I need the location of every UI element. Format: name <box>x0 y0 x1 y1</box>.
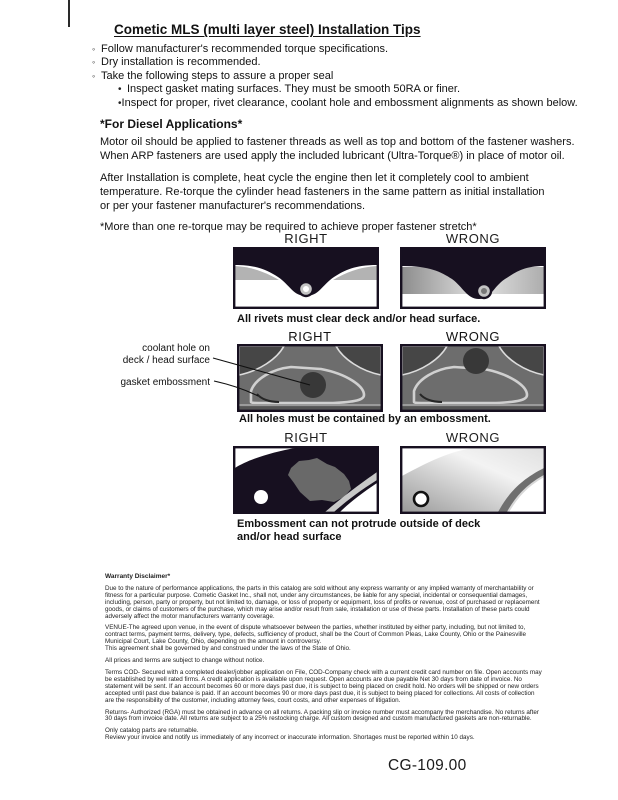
embossment-right-panel-illustration <box>233 446 379 514</box>
holes-right-panel-illustration <box>237 344 383 412</box>
dot-bullet-icon: • <box>118 97 122 109</box>
legal-line: are the responsibility of the customer, including attorney fees, court costs, and other expenses of litigation. <box>105 696 401 704</box>
text-line: When ARP fasteners are used apply the included lubricant (Ultra-Torque®) in place of motor oil. <box>100 150 565 163</box>
page-number: CG-109.00 <box>388 757 467 774</box>
tip-text: Inspect for proper, rivet clearance, coolant hole and embossment alignments as shown below. <box>121 96 578 109</box>
installation-tips-section <box>92 22 578 110</box>
legal-paragraph <box>105 658 525 665</box>
annotation-line: gasket embossment <box>120 377 210 388</box>
legal-line: including, person, party or property, but not limited to, damage, or loss of property or equipment, loss of profits or revenue, cost of purchased or replacement <box>105 598 540 606</box>
list-item <box>92 56 542 69</box>
diagram-caption: All rivets must clear deck and/or head surface. <box>237 313 481 325</box>
wrong-label: WRONG <box>445 430 501 445</box>
legal-line: Only catalog parts are returnable. <box>105 727 199 735</box>
list-item <box>118 83 542 96</box>
legal-line: goods, or claims of customers of the purchase, which may arise and/or result from sale, installation or use of these parts. Installation of these parts could <box>105 605 530 613</box>
gasket-embossment-annotation <box>100 377 210 389</box>
circle-bullet-icon: ◦ <box>92 57 96 68</box>
holes-wrong-panel-illustration <box>400 344 546 412</box>
legal-line: Returns- Authorized (RGA) must be obtained in advance on all returns. A packing slip or invoice number must accompany the merchandise. No returns after <box>105 708 540 716</box>
legal-line: Municipal Court, Lake County, Ohio, depending on the amount in controversy. <box>105 638 322 646</box>
legal-line: accepted until past due balance is paid. If an account becomes 90 or more days past due, it is subject to being placed for collections. All costs of collection <box>105 689 535 697</box>
text-line: or per your fastener manufacturer's recommendations. <box>100 200 365 213</box>
legal-line: This agreement shall be governed by and construed under the laws of the State of Ohio. <box>105 645 351 653</box>
rivet-clearance-diagram <box>233 231 546 326</box>
right-label: RIGHT <box>288 329 332 344</box>
tip-text: Dry installation is recommended. <box>101 56 261 69</box>
list-item <box>92 70 542 83</box>
page-title: Cometic MLS (multi layer steel) Installation Tips <box>114 22 421 37</box>
right-label: RIGHT <box>284 430 328 445</box>
section-heading: *For Diesel Applications* <box>100 117 243 131</box>
caption-line: Embossment can not protrude outside of deck <box>237 518 481 530</box>
legal-line: 30 days from invoice date. All returns are subject to a 25% restocking charge. All custom designed and custom manufactured gaskets are non-returnable. <box>105 715 532 723</box>
right-label: RIGHT <box>284 231 328 246</box>
legal-paragraph <box>105 668 542 705</box>
embossment-protrusion-diagram <box>233 430 546 543</box>
diagram-caption: All holes must be contained by an embossment. <box>239 413 491 425</box>
legal-paragraph <box>105 625 525 653</box>
coolant-hole-diagram <box>100 329 546 429</box>
paragraph <box>100 171 545 214</box>
legal-line: VENUE-The agreed upon venue, in the event of dispute whatsoever between the parties, whether instituted by either party, including, but not limited to, <box>105 624 526 632</box>
annotation-line: deck / head surface <box>122 354 210 366</box>
tip-text: Inspect gasket mating surfaces. They must be smooth 50RA or finer. <box>127 83 461 96</box>
legal-paragraph <box>105 708 540 724</box>
legal-line: fitness for a particular purpose. Cometic Gasket Inc., shall not, under any circumstances, be liable for any special, incidental or consequential damages, <box>105 591 528 599</box>
rivet-right-panel-illustration <box>233 247 379 309</box>
annotation-line: coolant hole on <box>142 343 210 354</box>
paragraph <box>100 135 575 164</box>
legal-line: be established by well rated firms. A credit application is available upon request. Open accounts are due payable Net 30 days from date of invoice. No <box>105 675 522 683</box>
legal-disclaimer-section <box>105 573 542 747</box>
embossment-wrong-panel-illustration <box>400 446 546 514</box>
tip-text: Follow manufacturer's recommended torque specifications. <box>101 43 389 55</box>
text-line: After Installation is complete, heat cycle the engine then let it completely cool to ambient <box>100 171 529 184</box>
circle-bullet-icon: ◦ <box>92 70 96 81</box>
wrong-label: WRONG <box>445 329 501 344</box>
list-item <box>118 96 578 110</box>
tips-list <box>92 43 578 110</box>
diagram-caption <box>237 518 546 543</box>
page-edge-mark <box>68 0 70 27</box>
legal-heading: Warranty Disclaimer* <box>105 573 171 580</box>
text-line: *More than one re-torque may be required to achieve proper fastener stretch* <box>100 221 477 234</box>
diesel-applications-section <box>100 117 575 235</box>
wrong-label: WRONG <box>445 231 501 246</box>
caption-line: and/or head surface <box>237 530 342 543</box>
text-line: Motor oil should be applied to fastener threads as well as top and bottom of the fastener washers. <box>100 136 575 148</box>
rivet-wrong-panel-illustration <box>400 247 546 309</box>
legal-line: adversely affect the motor manufacturers warranty coverage. <box>105 612 275 620</box>
legal-line: statement will be sent. If an account becomes 60 or more days past due, it is subject to being placed on credit hold. No orders will be shipped or new orders <box>105 682 539 690</box>
tip-text: Take the following steps to assure a proper seal <box>101 69 334 82</box>
text-line: temperature. Re-torque the cylinder head fasteners in the same pattern as initial installation <box>100 185 545 198</box>
list-item <box>92 43 542 56</box>
legal-line: contract terms, payment terms, delivery, type, defects, sufficiency of product, shall be the Court of Common Pleas, Lake County, Ohio or the Painesville <box>105 631 527 639</box>
legal-paragraph <box>105 728 525 742</box>
dot-bullet-icon: • <box>118 84 122 96</box>
legal-line: Terms COD- Secured with a completed dealer/jobber application on File, COD-Company check with a current credit card number on file. Open accounts may <box>105 668 542 676</box>
legal-paragraph <box>105 584 540 621</box>
legal-line: All prices and terms are subject to change without notice. <box>105 657 265 665</box>
legal-line: Review your invoice and notify us immediately of any incorrect or inaccurate information. Shortages must be reported within 10 days. <box>105 734 475 742</box>
legal-line: Due to the nature of performance applications, the parts in this catalog are sold without any express warranty or any implied warranty of merchantability or <box>105 584 534 592</box>
coolant-hole-annotation <box>100 343 210 366</box>
circle-bullet-icon: ◦ <box>92 44 96 54</box>
